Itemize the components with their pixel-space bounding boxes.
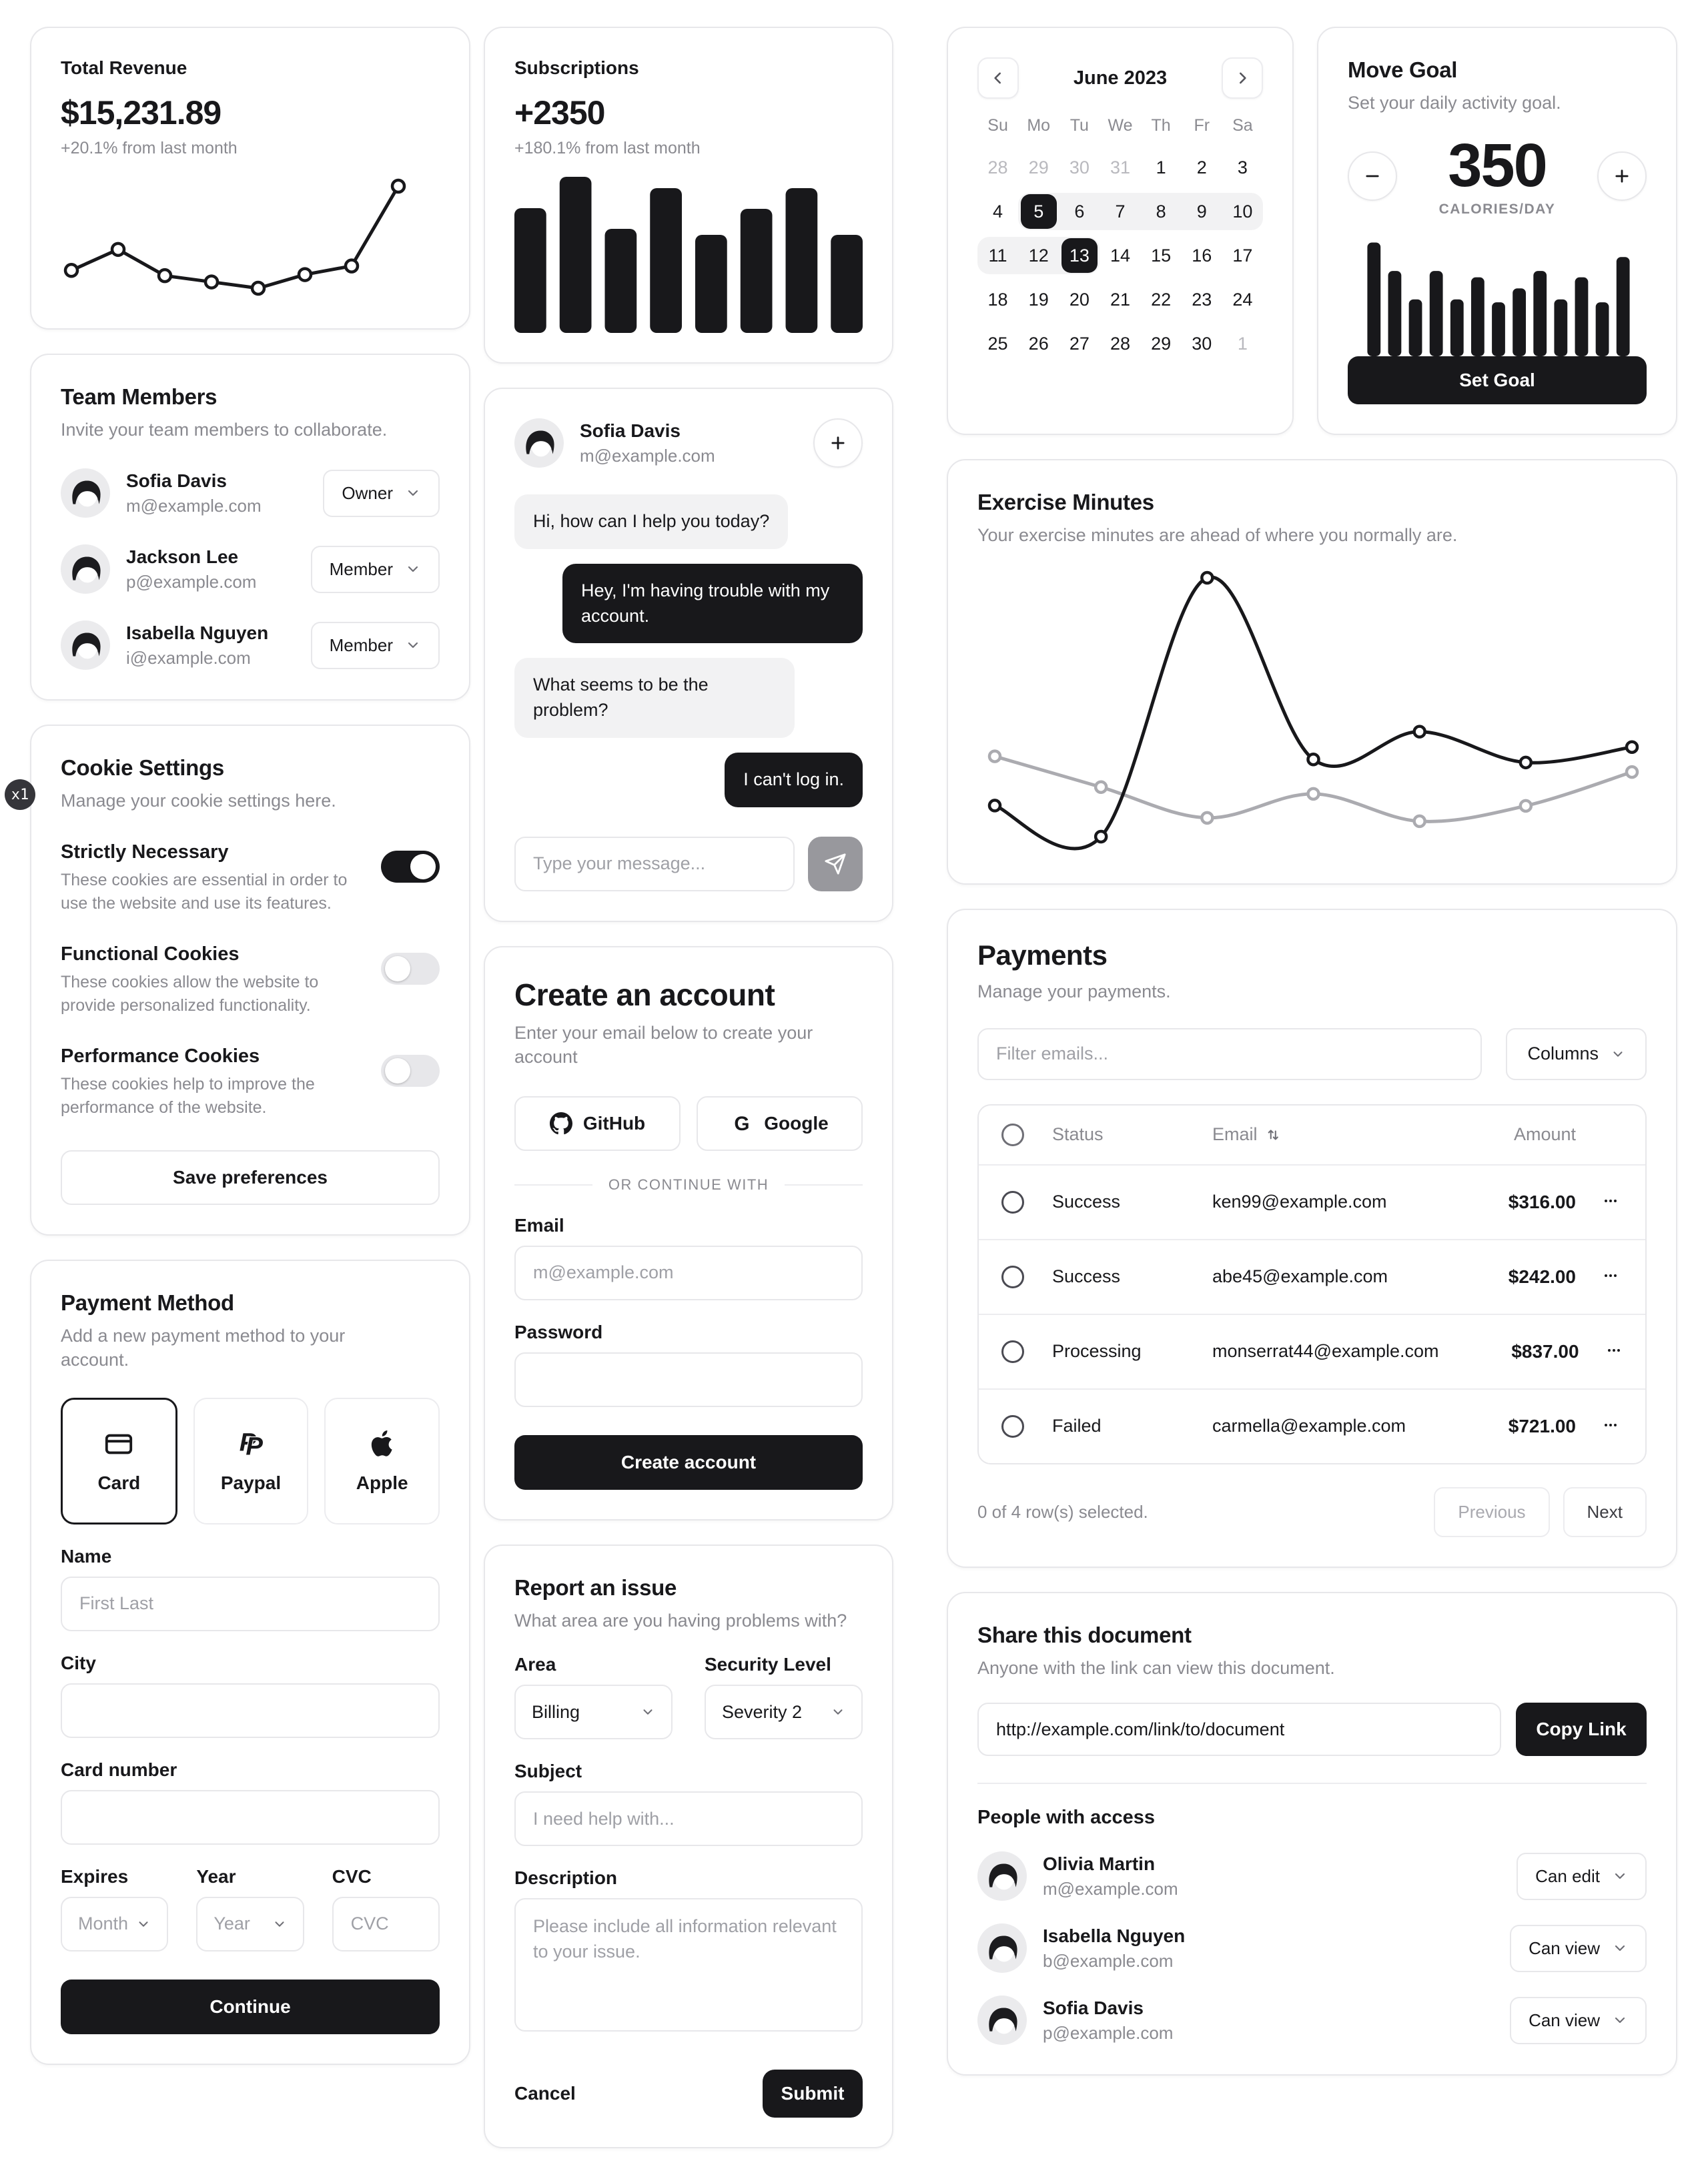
card-title: Exercise Minutes (977, 490, 1154, 514)
functional-cookies-toggle[interactable] (381, 953, 440, 985)
subscriptions-card (484, 27, 893, 364)
calendar-day[interactable]: 14 (1110, 245, 1130, 266)
chevron-down-icon (272, 1917, 287, 1931)
x1-badge: x1 (5, 779, 35, 810)
plus-icon (829, 434, 847, 452)
area-value: Billing (532, 1701, 580, 1722)
table-row (979, 1388, 1645, 1463)
role-select[interactable] (323, 470, 440, 517)
calendar-day[interactable]: 28 (1110, 333, 1130, 354)
calendar-day[interactable]: 5 (1018, 193, 1059, 230)
ellipsis-icon (1601, 1266, 1620, 1285)
report-issue-card (484, 1545, 893, 2148)
calendar-day[interactable]: 8 (1141, 193, 1182, 230)
list-item (977, 1923, 1647, 1973)
subject-label: Subject (514, 1761, 582, 1782)
chevron-down-icon (136, 1917, 151, 1931)
chat-message-received: Hi, how can I help you today? (514, 494, 788, 549)
weekday-label: Fr (1194, 116, 1210, 135)
security-level-select[interactable] (705, 1685, 863, 1739)
year-value: Year (214, 1913, 250, 1934)
avatar (61, 544, 110, 594)
status-cell: Failed (1052, 1416, 1102, 1436)
cvc-label: CVC (332, 1865, 372, 1887)
rows-selected-status: 0 of 4 row(s) selected. (977, 1501, 1148, 1522)
role-select[interactable] (311, 622, 440, 669)
calendar-day[interactable]: 23 (1192, 289, 1212, 310)
continue-button[interactable]: Continue (61, 1980, 440, 2034)
city-field[interactable] (61, 1683, 440, 1738)
calendar-day[interactable]: 17 (1232, 245, 1253, 266)
calendar-next-button[interactable] (1222, 57, 1263, 99)
calendar-day[interactable]: 10 (1222, 193, 1263, 230)
cookie-settings-card (11, 725, 470, 1235)
row-actions-button[interactable] (1599, 1264, 1623, 1290)
table-row (979, 1314, 1645, 1388)
permission-value: Can view (1529, 2010, 1600, 2030)
calendar-day[interactable]: 30 (1069, 157, 1090, 177)
subscriptions-change: +180.1% from last month (514, 139, 701, 157)
pay-option-apple[interactable] (324, 1398, 440, 1525)
calendar-day[interactable]: 11 (977, 237, 1018, 274)
card-subtitle: Manage your cookie settings here. (61, 791, 336, 811)
security-level-label: Security Level (705, 1654, 831, 1675)
list-item (61, 620, 440, 670)
subscriptions-value: +2350 (514, 94, 605, 131)
card-title: Team Members (61, 384, 218, 409)
calendar-day[interactable]: 1 (1156, 157, 1166, 177)
sort-icon[interactable] (1264, 1126, 1282, 1144)
name-label: Name (61, 1545, 112, 1567)
next-page-button[interactable]: Next (1563, 1487, 1647, 1537)
copy-link-button[interactable]: Copy Link (1516, 1703, 1647, 1756)
cookie-desc: These cookies help to improve the performance of the website. (61, 1074, 315, 1117)
chevron-down-icon (405, 561, 421, 577)
card-title: Payment Method (61, 1290, 234, 1315)
card-title: Cookie Settings (61, 755, 224, 781)
chevron-down-icon (640, 1705, 655, 1719)
calendar-day[interactable]: 20 (1069, 289, 1090, 310)
person-name: Sofia Davis (1043, 1997, 1144, 2018)
email-header[interactable]: Email (1212, 1124, 1258, 1145)
avatar (977, 1851, 1027, 1901)
calendar-day[interactable]: 18 (987, 289, 1008, 310)
expires-label: Expires (61, 1865, 129, 1887)
message-input[interactable] (514, 837, 795, 891)
goal-value: 350 (1448, 131, 1547, 200)
card-subtitle: Enter your email below to create your account (514, 1022, 813, 1067)
email-label: Email (514, 1214, 564, 1236)
weekday-label: Su (987, 116, 1008, 135)
calendar-day[interactable]: 30 (1192, 333, 1212, 354)
area-select[interactable] (514, 1685, 673, 1739)
permission-select[interactable] (1510, 1925, 1647, 1972)
plus-icon (1613, 167, 1631, 185)
person-email: b@example.com (1043, 1950, 1174, 1971)
cookie-title: Functional Cookies (61, 943, 240, 965)
columns-label: Columns (1527, 1043, 1599, 1064)
year-label: Year (196, 1865, 236, 1887)
create-account-button[interactable]: Create account (514, 1435, 863, 1490)
paypal-icon (236, 1428, 266, 1459)
calendar-grid (977, 116, 1263, 362)
submit-button[interactable]: Submit (763, 2070, 863, 2118)
calendar-card (947, 27, 1294, 435)
exercise-minutes-line-chart (977, 560, 1649, 854)
role-value: Owner (342, 482, 393, 503)
card-subtitle: Manage your payments. (977, 981, 1171, 1002)
role-value: Member (329, 634, 393, 655)
card-number-label: Card number (61, 1759, 177, 1780)
person-email: p@example.com (1043, 2022, 1174, 2043)
send-button[interactable] (808, 837, 863, 891)
subscriptions-bar-chart (514, 174, 863, 333)
card-title: Move Goal (1348, 57, 1458, 82)
weekday-label: Sa (1232, 116, 1253, 135)
cookie-title: Performance Cookies (61, 1045, 260, 1067)
apple-icon (367, 1428, 398, 1459)
member-email: i@example.com (126, 647, 251, 668)
row-checkbox[interactable] (1001, 1415, 1024, 1438)
calendar-day[interactable]: 15 (1151, 245, 1172, 266)
chevron-left-icon (989, 69, 1007, 87)
role-select[interactable] (311, 546, 440, 593)
list-item (977, 1851, 1647, 1901)
chevron-right-icon (1234, 69, 1251, 87)
card-subtitle: Invite your team members to collaborate. (61, 420, 388, 440)
list-item (977, 1996, 1647, 2045)
card-subtitle: What area are you having problems with? (514, 1610, 847, 1631)
increase-goal-button[interactable] (1597, 151, 1647, 201)
email-cell: ken99@example.com (1212, 1192, 1387, 1212)
amount-cell: $316.00 (1508, 1191, 1576, 1212)
cookie-desc: These cookies are essential in order to use the website and use its features. (61, 870, 348, 913)
role-value: Member (329, 558, 393, 579)
credit-card-icon (103, 1428, 134, 1459)
permission-select[interactable] (1517, 1853, 1647, 1900)
strictly-necessary-toggle[interactable] (381, 851, 440, 883)
name-field[interactable] (61, 1577, 440, 1631)
amount-header: Amount (1513, 1124, 1576, 1145)
status-cell: Success (1052, 1266, 1121, 1287)
card-title: Create an account (514, 977, 775, 1012)
cancel-button[interactable]: Cancel (514, 2083, 576, 2104)
password-field[interactable] (514, 1352, 863, 1407)
payments-table (977, 1104, 1647, 1464)
chevron-down-icon (405, 637, 421, 653)
calendar-day[interactable]: 7 (1100, 193, 1140, 230)
people-with-access-heading: People with access (977, 1807, 1155, 1829)
or-continue-divider (514, 1176, 863, 1194)
goal-unit: CALORIES/DAY (1438, 201, 1556, 218)
member-name: Isabella Nguyen (126, 622, 269, 643)
chat-message-received: What seems to be the problem? (514, 658, 795, 738)
weekday-label: Tu (1070, 116, 1089, 135)
pay-option-label: Apple (356, 1472, 408, 1493)
cookie-option (61, 841, 440, 915)
new-message-button[interactable] (813, 418, 863, 468)
chat-message-sent: Hey, I'm having trouble with my account. (562, 564, 863, 644)
permission-select[interactable] (1510, 1997, 1647, 2044)
calendar-day[interactable]: 13 (1059, 237, 1100, 274)
pay-option-label: Paypal (220, 1472, 282, 1493)
calendar-day[interactable]: 16 (1192, 245, 1212, 266)
description-label: Description (514, 1867, 618, 1889)
card-subtitle: Set your daily activity goal. (1348, 93, 1561, 113)
avatar (977, 1923, 1027, 1973)
description-field[interactable] (514, 1898, 863, 2032)
ellipsis-icon (1601, 1416, 1620, 1434)
calendar-day[interactable]: 29 (1028, 157, 1049, 177)
table-row (979, 1239, 1645, 1314)
amount-cell: $242.00 (1508, 1266, 1576, 1287)
chevron-down-icon (831, 1705, 845, 1719)
create-account-card (484, 946, 893, 1520)
person-name: Isabella Nguyen (1043, 1925, 1186, 1946)
calendar-day[interactable]: 19 (1028, 289, 1049, 310)
row-actions-button[interactable] (1599, 1413, 1623, 1439)
card-title: Payments (977, 939, 1108, 971)
avatar (61, 620, 110, 670)
permission-value: Can edit (1535, 1865, 1600, 1886)
status-cell: Processing (1052, 1341, 1142, 1362)
calendar-day[interactable]: 9 (1182, 193, 1222, 230)
chevron-down-icon (1611, 1047, 1625, 1061)
permission-value: Can view (1529, 1937, 1600, 1958)
move-goal-card (1317, 27, 1677, 435)
ellipsis-icon (1601, 1192, 1620, 1210)
pay-option-paypal[interactable] (193, 1398, 309, 1525)
chat-card (484, 388, 893, 922)
list-item (61, 468, 440, 518)
pay-option-card[interactable] (61, 1398, 177, 1525)
chevron-down-icon (1612, 1940, 1628, 1956)
member-name: Sofia Davis (126, 470, 227, 491)
google-icon (731, 1112, 753, 1135)
expires-month-select[interactable] (61, 1897, 168, 1951)
calendar-day[interactable]: 31 (1110, 157, 1130, 177)
columns-button[interactable] (1506, 1028, 1647, 1080)
share-document-card (947, 1592, 1677, 2076)
card-title: Subscriptions (514, 57, 639, 78)
calendar-day[interactable]: 21 (1110, 289, 1130, 310)
city-label: City (61, 1652, 96, 1673)
total-revenue-card (30, 27, 470, 330)
divider (977, 1783, 1647, 1784)
amount-cell: $721.00 (1508, 1415, 1576, 1436)
card-subtitle: Anyone with the link can view this document. (977, 1657, 1335, 1678)
password-label: Password (514, 1321, 603, 1342)
github-label: GitHub (582, 1112, 646, 1134)
payments-card (947, 909, 1677, 1567)
card-title: Report an issue (514, 1575, 677, 1600)
weekday-label: We (1108, 116, 1133, 135)
decrease-goal-button[interactable] (1348, 151, 1397, 201)
month-value: Month (78, 1913, 129, 1934)
calendar-day[interactable]: 1 (1237, 333, 1248, 354)
expires-year-select[interactable] (196, 1897, 304, 1951)
cookie-option (61, 1045, 440, 1120)
revenue-sparkline-chart (61, 175, 409, 299)
status-header: Status (1052, 1124, 1104, 1145)
email-cell: carmella@example.com (1212, 1416, 1406, 1436)
divider-text: OR CONTINUE WITH (608, 1176, 769, 1193)
calendar-day[interactable]: 22 (1151, 289, 1172, 310)
row-checkbox[interactable] (1001, 1340, 1024, 1363)
previous-page-button[interactable]: Previous (1434, 1487, 1549, 1537)
calendar-day[interactable]: 2 (1196, 157, 1207, 177)
share-link-input[interactable] (977, 1703, 1501, 1756)
cookie-option (61, 943, 440, 1017)
minus-icon (1363, 167, 1382, 185)
calendar-day[interactable]: 24 (1232, 289, 1253, 310)
amount-cell: $837.00 (1511, 1340, 1579, 1362)
calendar-day[interactable]: 12 (1018, 237, 1059, 274)
weekday-label: Th (1151, 116, 1171, 135)
card-subtitle: Add a new payment method to your account. (61, 1325, 346, 1370)
email-field[interactable] (514, 1246, 863, 1300)
calendar-day[interactable]: 25 (987, 333, 1008, 354)
set-goal-button[interactable]: Set Goal (1348, 356, 1647, 404)
pay-option-label: Card (97, 1472, 141, 1493)
chevron-down-icon (1612, 1868, 1628, 1884)
avatar (977, 1996, 1027, 2045)
subject-field[interactable] (514, 1791, 863, 1846)
weekday-label: Mo (1027, 116, 1051, 135)
calendar-month-label: June 2023 (1073, 67, 1168, 89)
exercise-minutes-card (947, 459, 1677, 885)
email-cell: abe45@example.com (1212, 1266, 1388, 1287)
calendar-day[interactable]: 27 (1069, 333, 1090, 354)
row-actions-button[interactable] (1602, 1338, 1626, 1364)
list-item (61, 544, 440, 594)
chat-user-email: m@example.com (580, 445, 715, 466)
move-goal-bar-chart (1348, 240, 1649, 356)
card-title: Total Revenue (61, 57, 187, 78)
revenue-change: +20.1% from last month (61, 139, 238, 157)
calendar-day[interactable]: 3 (1237, 157, 1248, 177)
row-checkbox[interactable] (1001, 1266, 1024, 1288)
save-preferences-button[interactable]: Save preferences (61, 1150, 440, 1205)
table-header-row (979, 1106, 1645, 1164)
calendar-day[interactable]: 28 (987, 157, 1008, 177)
chat-message-sent: I can't log in. (725, 753, 863, 807)
cvc-field[interactable] (332, 1897, 440, 1951)
google-button[interactable] (697, 1096, 863, 1151)
email-cell: monserrat44@example.com (1212, 1341, 1439, 1362)
chevron-down-icon (405, 485, 421, 501)
row-checkbox[interactable] (1001, 1191, 1024, 1214)
member-email: m@example.com (126, 495, 262, 516)
cookie-title: Strictly Necessary (61, 841, 229, 863)
payment-method-card (30, 1260, 470, 2065)
card-subtitle: Your exercise minutes are ahead of where you normally are. (977, 525, 1458, 545)
ellipsis-icon (1605, 1341, 1623, 1360)
calendar-day[interactable]: 26 (1028, 333, 1049, 354)
member-name: Jackson Lee (126, 546, 239, 567)
performance-cookies-toggle[interactable] (381, 1055, 440, 1087)
select-all-checkbox[interactable] (1001, 1124, 1024, 1146)
status-cell: Success (1052, 1192, 1121, 1212)
chevron-down-icon (1612, 2012, 1628, 2028)
card-number-field[interactable] (61, 1790, 440, 1845)
revenue-value: $15,231.89 (61, 94, 222, 131)
area-label: Area (514, 1654, 556, 1675)
table-row (979, 1164, 1645, 1239)
send-icon (824, 853, 847, 875)
github-button[interactable] (514, 1096, 681, 1151)
calendar-day[interactable]: 6 (1059, 193, 1100, 230)
google-label: Google (764, 1112, 829, 1134)
person-email: m@example.com (1043, 1878, 1178, 1899)
calendar-day[interactable]: 4 (993, 201, 1003, 222)
chat-user-name: Sofia Davis (580, 420, 681, 441)
calendar-prev-button[interactable] (977, 57, 1019, 99)
cookie-desc: These cookies allow the website to provide personalized functionality. (61, 972, 319, 1015)
avatar (61, 468, 110, 518)
row-actions-button[interactable] (1599, 1189, 1623, 1215)
person-name: Olivia Martin (1043, 1853, 1156, 1874)
avatar (514, 418, 564, 468)
security-level-value: Severity 2 (722, 1701, 803, 1722)
card-title: Share this document (977, 1622, 1192, 1647)
calendar-day[interactable]: 29 (1151, 333, 1172, 354)
team-members-card (30, 354, 470, 701)
member-email: p@example.com (126, 571, 257, 592)
github-icon (550, 1112, 572, 1135)
filter-emails-input[interactable] (977, 1028, 1482, 1080)
